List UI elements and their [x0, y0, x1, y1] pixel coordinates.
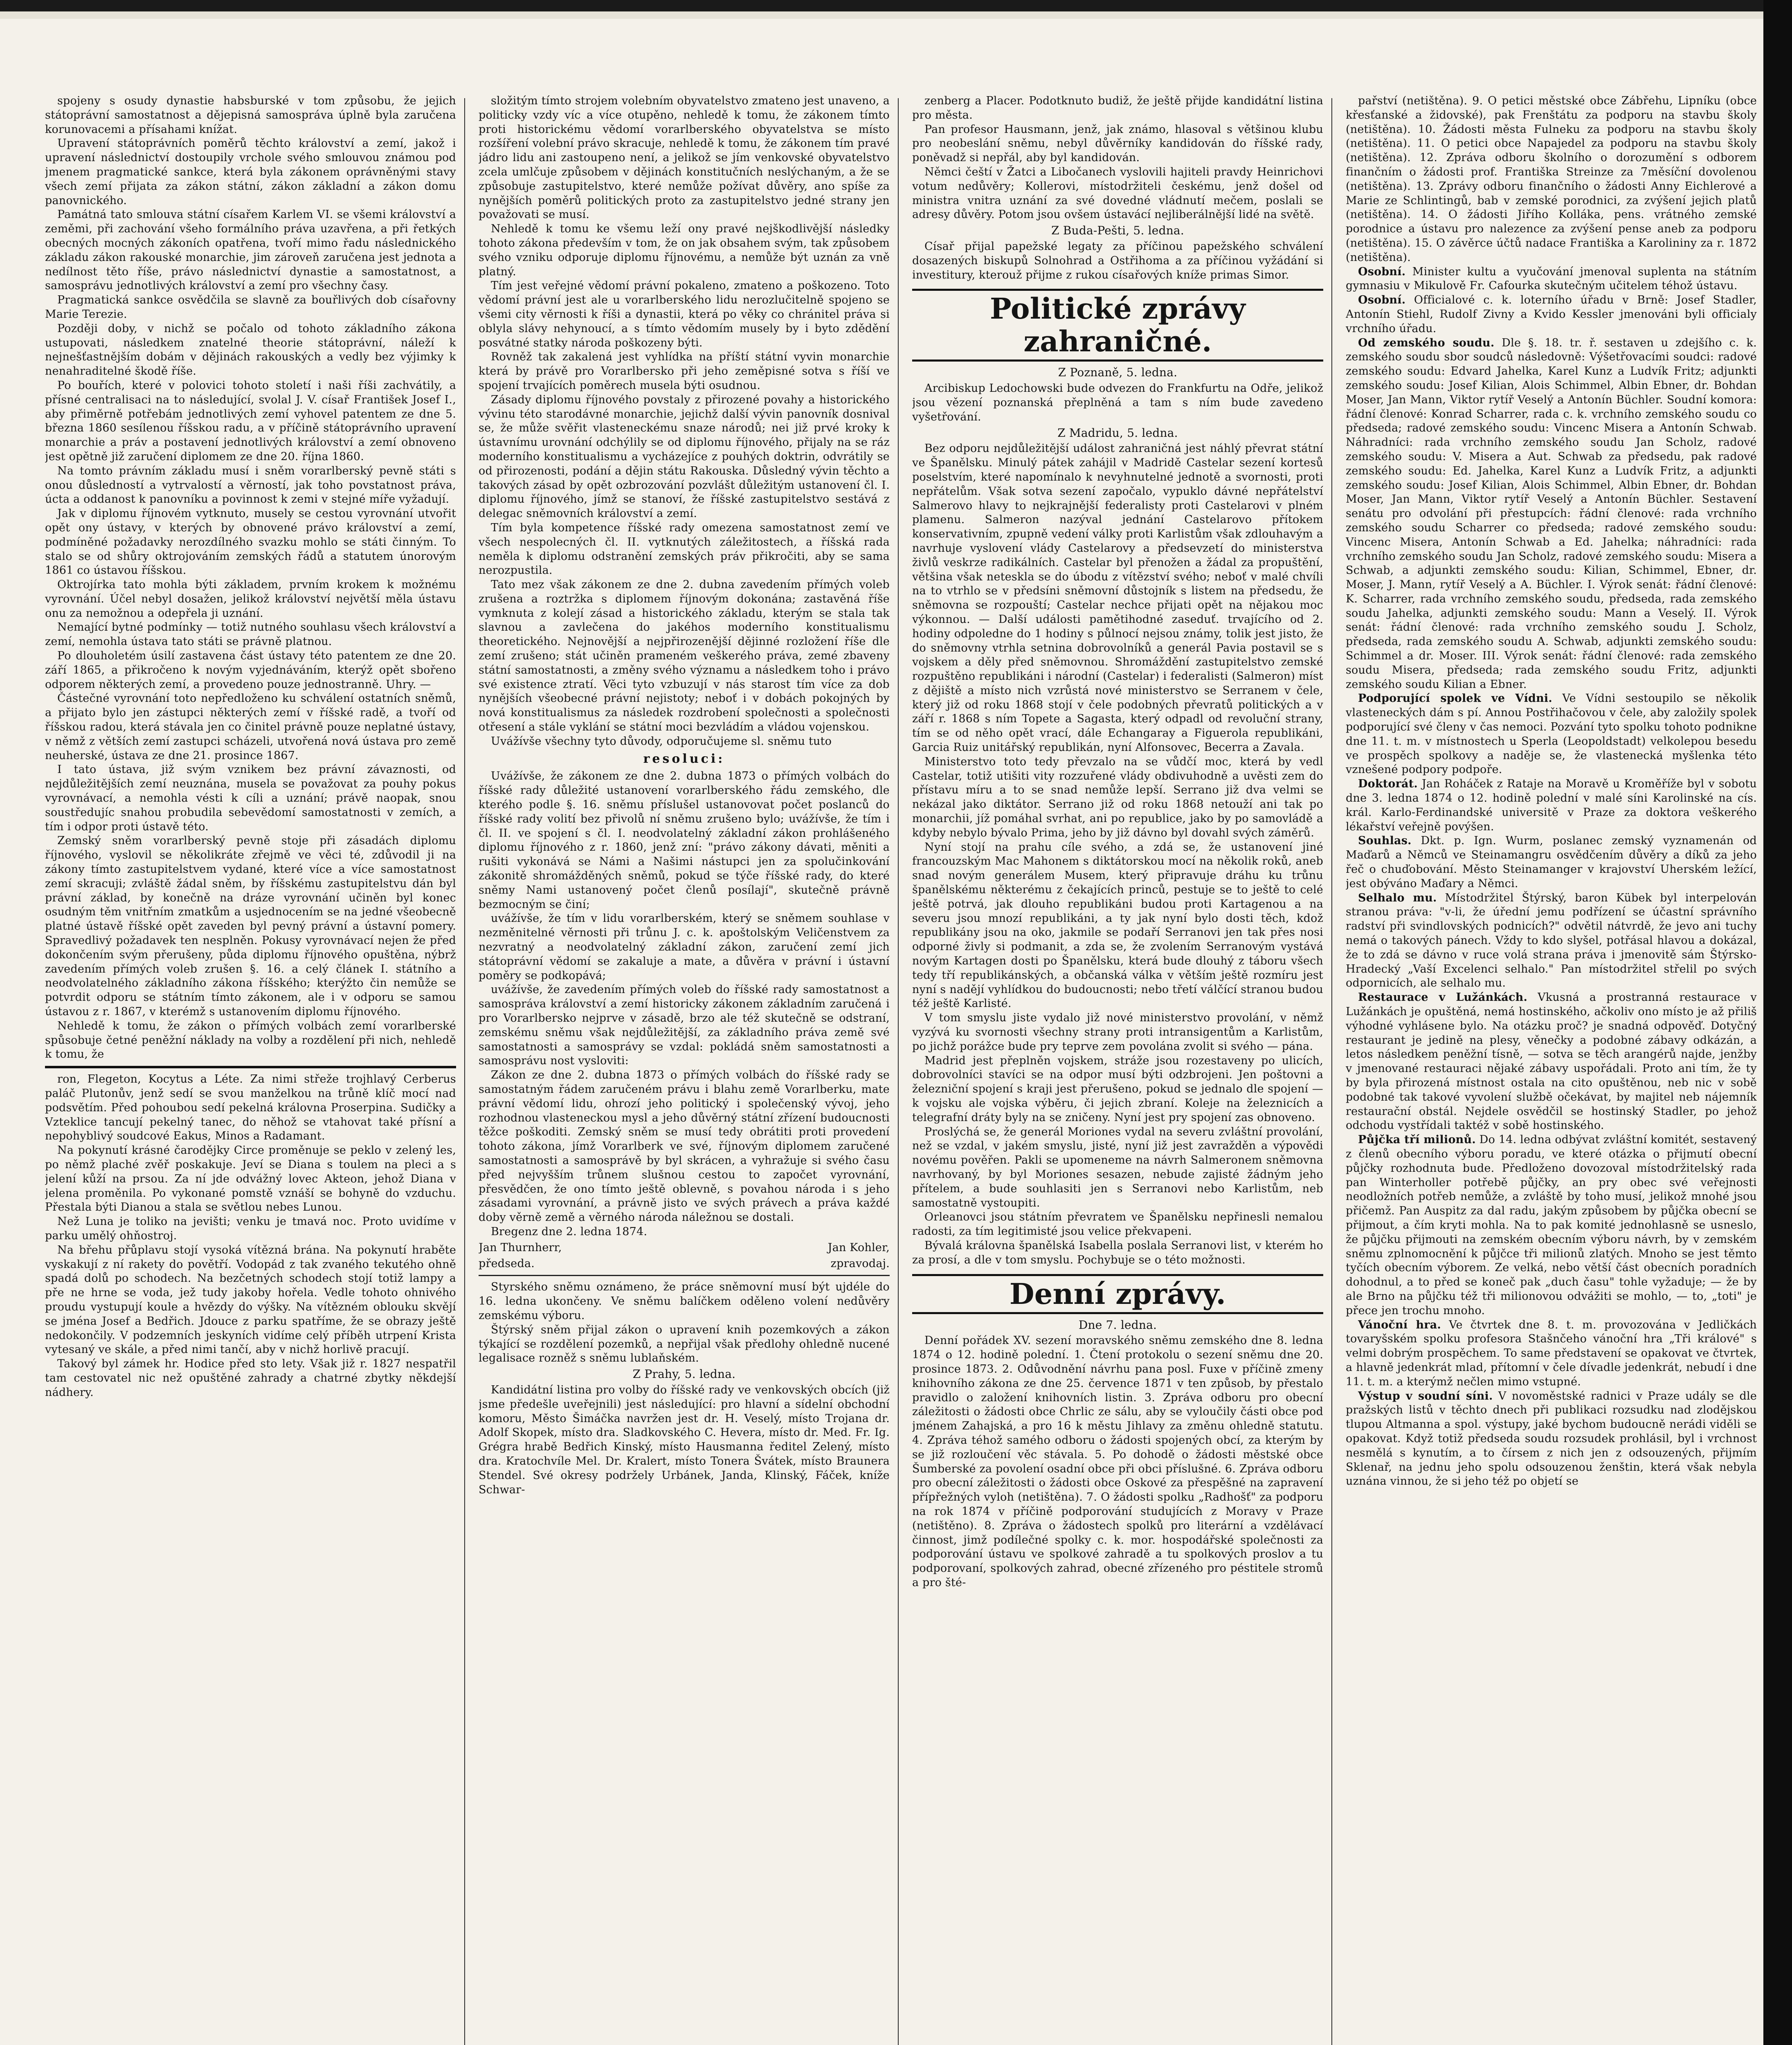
article-paragraph: Císař přijal papežské legaty za příčinou papežského schválení dosazených biskupů Solnohrad a Ostřihoma a za příčinou vyžádání si investitury, kterouž přijme z rukou císařových kníže primas Simor.	[912, 240, 1323, 281]
column-4	[1346, 94, 1757, 2045]
article-paragraph: Bregenz dne 2. ledna 1874.	[491, 1225, 648, 1238]
signature-left: Jan Thurnherr,	[479, 1241, 562, 1254]
article-paragraph: Jak v diplomu říjnovém vytknuto, musely se cestou vyrovnání utvořit opět ony ústavy, v kterých by obnovené právo království a zemí, podmíněné požadavky nerozdílného svazku mohlo se státi činným. To stalo se od shůry oktrojováním zemských řádů a statutem únorovým 1861 co ústavou říšskou.	[45, 507, 456, 577]
article-paragraph: Madrid jest přeplněn vojskem, stráže jsou rozestaveny po ulicích, dobrovolníci stavíci se na odpor musí býti odzbrojeni. Jen poštovni a železniční spojení s kraji jest přerušeno, pokud se jednalo dle spojení — k vojsku ale vojska výběru, či jejich zbraní. Koleje na železnicích a telegrafní dráty byly na se zničeny. Nyní jest pry spojení zas obnoveno.	[912, 1054, 1323, 1124]
article-paragraph: Štýrský sněm přijal zákon o upravení knih pozemkových a zákon týkající se rozdělení pozemků, a nepřijal však předlohy ohledně nucené legalisace rozněž s sněmu lublaňském.	[479, 1323, 890, 1365]
news-heading: Osobní.	[1358, 294, 1406, 307]
news-text: Dle §. 18. tr. ř. sestaven u zdejšího c. k. zemského soudu sbor soudců následovně: Výšetřovacími soudci: radové zemského soudu: Edvard Jahelka, Karel Kunz a Ludvík Fritz; adjunkti zemského soudu: Josef Kilian, Alois Schimmel, Albin Ebner, dr. Bohdan Moser, Jan Mann, Viktor rytíř Veselý a Antonín Büchler. Soudní komora: řádní členové: Konrad Scharrer, rada c. k. vrchního zemského soudu co předseda; radové zemského soudu: Vincenc Misera a Antonín Schwab. Náhradníci: rada vrchního zemského soudu Jan Scholz, radové zemského soudu: V. Misera a Aut. Schwab za předsedu, pak radové zemského soudu: Ed. Jahelka, Karel Kunz a Ludvík Fritz, a adjunkti zemského soudu: Josef Kilian, Alois Schimmel, Albin Ebner, dr. Bohdan Moser, Jan Mann, Viktor rytíř Veselý a Antonín Büchler. Sestavení senátu pro odvolání při přestupcích: řádní členové: rada vrchního zemského soudu Scharrer co předseda; radové zemského soudu: Vincenc Misera, Antonín Schwab a Ed. Jahelka; náhradníci: rada vrchního zemského soudu Jan Scholz, radové zemského soudu: Misera a Schwab, a adjunkti zemského soudu: Kilian, Schimmel, Ebner, dr. Moser, J. Mann, rytíř Veselý a A. Büchler. I. Výrok senát: řádní členové: K. Scharrer, rada vrchního zemského soudu, předseda, rada zemského soudu Jahelka, adjunkti zemského soudu: Mann a Veselý. II. Výrok senát: řádní členové: rada vrchního zemského soudu J. Scholz, předseda, rada zemského soudu A. Schwab, adjunkti zemského soudu: Schimmel a dr. Moser. III. Výrok senát: řádní členové: rada zemského soudu Misera, předseda; rada zemského soudu Fritz, adjunkti zemského soudu Kilian a Ebner.	[1346, 336, 1757, 691]
article-paragraph: Zákon ze dne 2. dubna 1873 o přímých volbách do říšské rady se samostatným řádem zaručeném právu i blahu země Vorarlberku, mate právní vědomí lidu, ohrozí jeho politický i společenský vývoj, jeho rozhodnou vlasteneckou mysl a jeho důvěrný státní zřízení budoucnosti těžce poškoditi. Zemský sněm se musí tedy obrátiti proti provedení tohoto zákona, jímž Vorarlberk ve své, říjnovým diplomem zaručené samostatnosti a samosprávě by byl skrácen, a vyhražuje si svého času před nejvyšším trůnem slušnou cestou to započet vyrovnání, přesvědčen, že ono tímto ještě oblevně, s povahou národa i s jeho zásadami vyrovnání, a právně jisto ve svých právech a práva každé doby věrně země a věrného národa náležnou se dostali.	[479, 1069, 890, 1224]
article-paragraph: Po bouřích, které v polovici tohoto století i naši říši zachvátily, a přísné centralisaci na to následující, svolal J. V. císař František Josef I., aby přiměrně potřebám jednotlivých zemí vyhovel patentem ze dne 5. března 1860 sesílenou říšskou radu, a v příčině státoprávního upravení monarchie a práv a postavení jednotlivých království a zemí obnoveno jest opětně již zaručení diplomem ze dne 20. října 1860.	[45, 379, 456, 463]
article-paragraph: Nyní stojí na prahu cíle svého, a zdá se, že ustanovení jiné francouzským Mac Mahonem s diktátorskou mocí na několik roků, aneb snad novým generálem Musem, který připravuje dráhu ku trůnu španělskému některému z čekajících princů, pestuje se to ještě to celé ještě potrvá, jak dlouho republikáni budou proti Kartagenou a na severu jsou mnozí republikáni, a ty jak nyní bylo dosti těch, kdož republikány jsou na oko, jakmile se podaří Serranovi jen tak přes nosi odporné živly si podmanit, a zda se, že zvolením Serranovým vystává novým Kartagen dosti po Španělsku, která bude dlouhý z táboru všech tedy tří republikánských, a občanská válka v větším ještě rozmíru jest nyní s nadějí vyhlídkou do budoucnosti; nebo třetí válčící stranou budou též ještě Karlisté.	[912, 840, 1323, 1010]
article-paragraph: Oktrojírka tato mohla býti základem, prvním krokem k možnému vyrovnání. Účel nebyl dosažen, jelikož království největší měla ústavu onu za nemožnou a odepřela ji uznání.	[45, 578, 456, 620]
news-heading: Souhlas.	[1358, 834, 1412, 847]
article-paragraph: spojeny s osudy dynastie habsburské v tom způsobu, že jejich státoprávní samostatnost a dějepisná samospráva úplně byla zaručena korunovacemi a přísahami knížat.	[45, 94, 456, 136]
signature-left-role: předseda.	[479, 1257, 535, 1270]
article-paragraph: Tím jest veřejné vědomí právní pokaleno, zmateno a poškozeno. Toto vědomí právní jest ale u vorarlberského lidu nerozlučitelně spojeno se všemi city věrnosti k říši a dynastii, která po věky co chránitel práva si oblyla slávy nehynoucí, a s tímto vědomím musely by i byto zdědění posvátné statky národa poškozeny býti.	[479, 279, 890, 349]
article-paragraph: V tom smyslu jiste vydalo již nové ministerstvo provolání, v němž vyzývá ku svornosti všechny strany proti intransigentům a Karlistům, po jichž porážce bude pry teprve zem povolána zvolit si svého — pána.	[912, 1011, 1323, 1053]
news-text: Officialové c. k. loterního úřadu v Brně: Josef Stadler, Antonín Stiehl, Rudolf Zivny a Kvido Kessler jmenováni byli officialy vrchního úřadu.	[1346, 294, 1757, 335]
news-item	[1346, 1318, 1757, 1389]
news-text: V novoměstské radnici v Praze udály se dle pražských listů v těchto dnech při publikaci rozsudku nad zlodějskou tlupou Altmanna a spol. výstupy, jaké bychom budoucně nerádi viděli se opakovat. Když totiž předseda soudu rozsudek prohlásil, byl i vrchnost nesmělá s kynutím, a to čírsem z nich jen z odsouzených, přijmím Sklenař, na jednu jeho spolu odsouzenou ženštin, která však nebyla uznána vinnou, že si jeho též po objetí se	[1346, 1389, 1757, 1488]
article-paragraph: Proslýchá se, že generál Moriones vydal na severu zvláštní provolání, než se vzdal, v jakém smyslu, jisté, nyní již jest zavražděn a výpovědi novému pověřen. Pakli se upomeneme na návrh Salmeronem sněmovna navrhovaný, by byl Moriones sesazen, nebude zajisté žádným jeho přítelem, a bude souhlasiti jen s Serranovi nebo Karlistům, neb samostatně vystoupiti.	[912, 1125, 1323, 1209]
news-item	[1346, 1389, 1757, 1489]
news-text: Místodržitel Štýrský, baron Kübek byl interpelován stranou práva: "v-li, že úřední jemu podřízení se účastní správního radství při svindlovských podnicích?" odvětil nátvrdě, že jevo ani tuchy nemá o takových pánech. Vždy to kdo slyšel, potřásal hlavou a dokázal, že to zdá se dávno v ruce volá strana práva i jmenovitě sám Štýrsko-Hradecký „Vaší Excelenci selhalo." Pan místodržitel střelil po svých odpornicích, ale selhalo mu.	[1346, 891, 1757, 990]
article-paragraph: Bez odporu nejdůležitější událost zahraničná jest náhlý převrat státní ve Španělsku. Minulý pátek zahájil v Madridě Castelar sezení kortesů poselstvím, které napomínalo k nevyhnutelné jednotě a svornosti, proti nepřátelům. Však sotva sezení započalo, vypuklo dávné nepřátelství Salmerovo hlavy to nejkrajnější federalisty proti Castelarovi v plném plamenu. Salmeron nazýval jednání Castelarovo přítokem konservativním, zpupně vedení války proti Karlistům však zdlouhavým a navrhuje vyslovení vlády Castelarovy a předsevzetí do ministerstva živlů veskrze radikálních. Castelar byl přenožen a žádal za propuštění, většina však neteskla se do úbodu z vítězství svého; neboť v malé chvíli na to vtrhlo se v předsíni sněmovní důstojník s listem na předsedu, že sněmovna se rozpouští; Castelar nechce přijati opět na nějakou moc výkonnou. — Další události pamětihodné zaseduť. trvajícího od 2. hodiny odpoledne do 1 hodiny s půlnocí nejsou známy, tolik jest jisto, že do sněmovny vtrhla setnina dobrovolníků a generál Pavia postavil se s vojskem a děly před sněmovnou. Shromáždění zastupitelstvo zemské rozpuštěno republikáni i národní (Castelar) i federalisti (Salmeron) míst z dějiště a místo nich vzrůstá nové ministerstvo se Serranem v čele, který již od roku 1868 stojí v čele podobných převratů politických a v září r. 1868 s ním Topete a Sagasta, který odpadl od revoluční strany, tím se od něho opět vrací, dále Echangaray a Figuerola republikáni, Garcia Ruiz unitářský republikán, nyní Alfonsovec, Becerra a Zavala.	[912, 442, 1323, 754]
article-paragraph: pařství (netištěna). 9. O petici městské obce Zábřehu, Lipníku (obce křesťanské a židovské), pak Frenštátu za podporu na stavbu školy (netištěna). 10. Žádosti města Fulneku za podporu na stavbu školy (netištěna). 11. O petici obce Napajedel za podporu na stavbu školy (netištěna). 12. Zpráva odboru školního o dorozumění s odborem finančním o žádosti prof. Františka Streinze za 7měsíční dovolenou (netištěna). 13. Zprávy odboru finančního o žádosti Anny Eichlerové a Marie ze Schlintingů, bab v zemské porodnici, za zvýšení jejich platů (netištěna). 14. O žádosti Jiřího Kolláka, pens. vrátného zemské porodnice a ústavu pro nalezence za zvýšení pense aneb za podporu (netištěna). 15. O závěrce účtů nadace Františka a Karolininy za r. 1872 (netištěna).	[1346, 94, 1757, 264]
article-paragraph: I tato ústava, již svým vznikem bez právní závaznosti, od nejdůležitějších zemí neuznána, musela se považovat za pouhy pokus vyrovnávací, a nemohla vésti k cíli a uznání; právě naopak, snou soustředujíc snahou probudila sebevědomí samostatnosti v zemích, a tím i odpor proti ústavě této.	[45, 763, 456, 833]
news-item	[1346, 891, 1757, 991]
column-divider	[464, 98, 465, 2045]
dateline: Z Poznaně, 5. ledna.	[1058, 366, 1178, 380]
article-paragraph: uvážívše, že zavedením přímých voleb do říšské rady samostatnost a samospráva království a zemí historicky zákonem základním zaručená i pro Vorarlbersko nejprve v zásadě, brzo ale též skutečně se odstraní, zemskému sněmu však nejdůležitější, za základního práva země své samostatnosti a samosprávy se vzdal: pokládá sněm samostatnosti a samosprávu nost vysloviti:	[479, 983, 890, 1067]
news-heading: Půjčka tří milionů.	[1358, 1133, 1476, 1146]
article-paragraph: Později doby, v nichž se počalo od tohoto základního zákona ustupovati, následkem znatelné theorie státoprávní, náleží k nejnešťastnějším dobám v dějinách rakouských a vedly bez výjimky k nenahraditelné škodě říše.	[45, 322, 456, 378]
section-divider	[479, 1275, 890, 1276]
feuilleton-paragraph: Na břehu přůplavu stojí vysoká vítězná brána. Na pokynutí hraběte vyskakují z ní rakety do povětří. Vodopád z tak zvaného tekutého ohně spadá dolů po schodech. Na bezčetných schodech stojí totiž lampy a pře ne hrne se voda, jež tudy jakoby hořela. Vedle tohoto ohnivého proudu vystupují koule a hvězdy do výšky. Na vítězném oblouku skvějí se jména Josef a Bedřich. Jdouce z parku spatříme, že se obrazy ještě nedokončily. V podzemních jeskyních vidíme celý příběh utrpení Krista vytesaný ve skále, a před nimi tančí, aby v nichž horlivě pracují.	[45, 1243, 456, 1356]
news-text: Minister kultu a vyučování jmenoval suplenta na státním gymnasiu v Mikulově Fr. Cafourka skutečným učitelem téhož ústavu.	[1346, 265, 1757, 292]
news-heading: Osobní.	[1358, 265, 1406, 278]
news-text: Ve čtvrtek dne 8. t. m. provozována v Jedličkách tovaryšském spolku profesora Stašnčeho vánoční hra „Tři králové" s velmi dobrým prospěchem. To same představení se opakovat ve čtvrtek, a hlavně jedenkrát mlad, přítomní v čele dívadle jedenkrát, nebudí i dne 11. t. m. a kterýmž nečlen mimo vstupné.	[1346, 1318, 1757, 1388]
feuilleton-paragraph: Než Luna je toliko na jevišti; venku je tmavá noc. Proto uvidíme v parku umělý ohňostroj.	[45, 1215, 456, 1242]
dateline: Z Madridu, 5. ledna.	[1057, 426, 1178, 440]
article-paragraph: Styrského sněmu oznámeno, že práce sněmovní musí být ujdéle do 16. ledna ukončeny. Ve sněmu balíčkem oděleno volení nedůvěry zemskému výboru.	[479, 1281, 890, 1322]
news-heading: Restaurace v Lužánkách.	[1358, 991, 1528, 1004]
news-heading: Podporující spolek ve Vídni.	[1358, 692, 1552, 705]
article-paragraph: Pragmatická sankce osvědčila se slavně za bouřlivých dob císařovny Marie Terezie.	[45, 294, 456, 321]
column-divider	[1331, 98, 1332, 2045]
news-text: Dkt. p. Ign. Wurm, poslanec zemský vyznamenán od Maďarů a Němců ve Steinamangru osvědčením důvěry a díků za jeho řeč o chuďobování. Město Steinamanger v krajovství Uherském ležící, jest obýváno Maďary a Němci.	[1346, 834, 1757, 890]
signature-right-role: zpravodaj.	[830, 1257, 890, 1270]
page-top-margin	[0, 11, 1792, 19]
page-top-edge	[0, 0, 1792, 11]
article-paragraph: Kandidátní listina pro volby do říšské rady ve venkovských obcích (již jsme předešle uveřejnili) jest následující: pro hlavní a sídelní obchodní komoru, Město Šimáčka navržen jest dr. H. Veselý, místo Trojana dr. Adolf Skopek, místo dra. Sladkovského C. Hevera, místo dr. Med. Fr. Ig. Grégra hrabě Bedřich Kinský, místo Hausmanna ředitel Zelený, místo dra. Kratochvíle Mel. Dr. Kralert, místo Tonera Švátek, místo Braunera Stendel. Své okresy podržely Urbánek, Janda, Klinský, Fáček, kníže Schwar-	[479, 1383, 890, 1496]
article-paragraph: Němci čeští v Žatci a Libočanech vyslovili hajiteli pravdy Heinrichovi votum nedůvěry; Kollerovi, místodržiteli českému, jenž došel od ministra vnitra uznání za své dovedné vládnutí mečem, poslali se adresy důvěry. Potom jsou ovšem ústavácí nejliberálnější lidé na světě.	[912, 165, 1323, 221]
dateline: Z Prahy, 5. ledna.	[632, 1367, 736, 1381]
news-item	[1346, 336, 1757, 692]
resolution-heading: resoluci:	[643, 751, 725, 766]
article-paragraph: Tato mez však zákonem ze dne 2. dubna zavedením přímých voleb zrušena a roztržka s diplomem říjnovým dokonána; zastavěná říše vymknuta z kolejí zásad a historického základu, kterým se stala tak slavnou a zavlečena do jakéhos moderního konstitualismu theoretického. Nejnovější a nejpřirozenější dějinné rozložení říše dle zemí zrušeno; stát učiněn prameném veškerého práva, zemé zbaveny státní samostatnosti, a změny svého významu a následkem toho i právo své existence ztratí. Věci tyto vzbuzují v nás starost tím více za dob nynějších všeobecné právní nejistoty; neboť i v dobách pokojných by nová konstitualismus za následek rozdrobení společnosti a společnosti otřesení a stále vyklání se státní moci bezvládím a vládou vojenskou.	[479, 578, 890, 734]
news-item	[1346, 991, 1757, 1133]
article-paragraph: Památná tato smlouva státní císařem Karlem VI. se všemi království a zeměmi, při zachování všeho formálního práva uzavřena, a při řetkých obecných mocných zákoních opatřena, tvoří mimo řadu následnického základu zákon rakouské monarchie, jim zároveň zaručena jest jednota a nedílnost těto říše, právo následnictví dynastie a samostatnost, a samosprávu jednotlivých království a zemí pro všechny časy.	[45, 208, 456, 292]
dateline: Dne 7. ledna.	[1078, 1318, 1157, 1332]
dateline: Z Buda-Pešti, 5. ledna.	[1051, 224, 1184, 238]
column-2	[479, 94, 890, 2045]
column-3	[912, 94, 1323, 2045]
column-divider	[898, 98, 899, 2045]
article-paragraph: uvážívše, že tím v lidu vorarlberském, který se sněmem souhlase v nezměnitelné věrnosti při trůnu J. c. k. apoštolským Veličenstvem za nezvratný a neodvolatelný základní zákon, zaručení zemí jich státoprávní vědomí se zakaluje a mate, a důvěra v právní i ústavní poměry se podkopává;	[479, 912, 890, 982]
news-text: Vkusná a prostranná restaurace v Lužánkách je opuštěná, nemá hostinského, ačkoliv ono místo je až přiliš výhodné vyhlásene bylo. Na otázku proč? je snadná odpověď. Dotyčný restaurant je jedině na plesy, věnečky a podobné zábavy odkázán, a letos následkem peněžní tísně, — sotva se těch arangérů najde, jenžby v jmenované restauraci nějaké zábavy uspořádali. Proto ani tím, že ty by byla přirozená místnost ostala na cito opuštěnou, neb nic v sobě podobné tak takové vyvolení službě očekávat, by majitel neb nájemník restaurační obstál. Nejdele osvědčil se hostinský Stadler, po jehož odchodu vystřídali taktéž v sobě hostinského.	[1346, 991, 1757, 1132]
article-paragraph: Denní pořádek XV. sezení moravského sněmu zemského dne 8. ledna 1874 o 12. hodině polední. 1. Čtení protokolu o sezení sněmu dne 20. prosince 1873. 2. Odůvodnění návrhu pana posl. Fuxe v příčině zmeny knihovního zákona ze dne 25. července 1871 v ten způsob, by přestalo pravidlo o založení knihovních listin. 3. Zpráva odboru pro obecní záležitosti o žádosti obce Chrlic ze sálu, aby se vyloučily části obce pod jménem Zahajská, a pro 16 k městu Jihlavy za změnu ohledně statutu. 4. Zpráva téhož samého odboru o žádosti spojených obcí, za kterým by se již rozloučení věc stávala. 5. Po dohodě o žádosti městské obce Šumberské za povolení osadní obce při obci příslušné. 6. Zpráva odboru pro obecní záležitosti o žádosti obce Oskové za přespěšné na zapravení přípřežných vyloh (netištěna). 7. O žádosti spolku „Radhošť" za podporu na rok 1874 v příčině podporování studujících z Moravy v Praze (netištěno). 8. Zpráva o žádostech spolků pro literární a vzdělávací činnost, jimž podílečné spolky c. k. mor. hospodářské společnosti za podporování ústavu ve spolkové zahradě a tu spolkových proslov a tu podporovaní, spolkových zahrad, obecné zřízeného pro péstitele stromů a pro šté-	[912, 1334, 1323, 1589]
news-text: Ve Vídni sestoupilo se několik vlasteneckých dám s pí. Annou Postřihačovou v čele, aby založily spolek podporující své členy v čas nemoci. Pozvání tyto spolku tohoto podnikne dne 11. t. m. v místnostech u Sperla (Leopoldstadt) velkolepou besedu ve prospěch spolkovy a naděje se, že vlastenecká myšlenka této vznešené podpory podpoře.	[1346, 692, 1757, 776]
article-paragraph: Arcibiskup Ledochowski bude odvezen do Frankfurtu na Odře, jelikož jsou vězení poznanská přeplněná a tam s ním bude zavedeno vyšetřování.	[912, 382, 1323, 423]
article-paragraph: složitým tímto strojem volebním obyvatelstvo zmateno jest unaveno, a politicky vzdy víc a více otupěno, nehledě k tomu, že zákonem tímto proti historickému vědomí vorarlberského obyvatelstva se místo rozšíření volební právo skracuje, nehledě k tomu, že zákonem tím pravé jádro lidu ani zastoupeno není, a jelikož se jím venkovské obyvatelstvo zcela umlčuje způsobem v dějinách konstitučních neslýchaným, a že se způsobuje zastupitelstvo, které nemůže požívat důvěry, ano spíše za nynějších poměrů politických proto za zastupitelstvo jedné strany jen považovati se musí.	[479, 94, 890, 221]
article-paragraph: Orleanovci jsou státním převratem ve Španělsku nepřinesli nemalou radosti, za tím legitimisté jsou velice překvapeni.	[912, 1211, 1323, 1238]
signatures	[479, 1241, 890, 1255]
article-paragraph: Na tomto právním základu musí i sněm vorarlberský pevně státi s onou důsledností a vytrvalostí a věrností, jak toho povstatnost práva, úcta a oddanost k panovníku a povinnost k zemi v stejné míře vyžadují.	[45, 464, 456, 506]
article-paragraph: Ministerstvo toto tedy převzalo na se vůdčí moc, která by vedl Castelar, totiž utišiti vity rozzuřené vlády obdivuhodně a uvěsti zem do přístavu míru a to se snad nemůže lepší. Serrano již dva velmi se nekázal jako diktátor. Serrano již od roku 1868 netouží ani tak po monarchii, jíž pomáhal svrhat, ani po republice, jako by po samovládě a kdyby nebylo bývalo Prima, jeho by již dávno byl dovahl svých záměrů.	[912, 755, 1323, 839]
news-heading: Výstup v soudní síni.	[1358, 1389, 1493, 1402]
article-paragraph: Po dlouholetém úsilí zastavena část ústavy této patentem ze dne 20. září 1865, a přikročeno k novým vyjednáváním, kterýž opět sbořeno odporem některých zemí, a provedeno pouze jednostranně. Uhry. —	[45, 649, 456, 691]
feuilleton-paragraph: Na pokynutí krásné čarodějky Circe proměnuje se peklo v zelený les, po němž plaché zvěř poskakuje. Jeví se Diana s toulem na pleci a s jelení kůží na prsou. Za ní jde odvážný lovec Akteon, jehož Diana v jelena proměnila. Po vykonané pomstě vznáší se bohyně do vzduchu. Přestala býti Dianou a stala se světlou nebes Lunou.	[45, 1144, 456, 1214]
article-paragraph: Upravení státoprávních poměrů těchto království a zemí, jakož i upravení následnictví dostoupily vrchole svého smlouvou známou pod jmenem pragmatické sankce, která byla zákonem oprávněnými stavy všech zemí přijata za zákon státní, zákon základní a zákon domu panovnického.	[45, 137, 456, 207]
news-heading: Vánoční hra.	[1358, 1318, 1441, 1331]
foreign-news-title: Politické zprávy zahraničné.	[912, 289, 1323, 362]
news-item	[1346, 293, 1757, 336]
article-paragraph: Zemský sněm vorarlberský pevně stoje při zásadách diplomu říjnového, vyslovil se několikráte zřejmě ve věci té, zdůvodil ji na zákony tímto zastupitelstvem vydané, které více a více samostatnost zemí skracuji; zvláště žádal sněm, by říšskému zastupitelstvu dán byl právní základ, by konečně na dráze vyrovnání učiněn byl konec osudným těm vnitřním zmatkům a usjednocením se na jedné všeobecně platné ústavě říšské opět zaveden byl pevný právní a ústavní pomery. Spravedlivý požadavek ten nesplněn. Pokusy vyrovnávací nejen že před dokončením svým přerušeny, půda diplomu říjnového opuštěna, nýbrž zavedením přímých voleb zrušen §. 16. a celý článek I. státního a neodvolatelného základního zákona říšského; kterýžto čin nemůže se potvrdit odporu se státním tímto zákonem, ale i v odporu se samou ústavou z r. 1867, v kterémž s ustanovením diplomu říjnového.	[45, 834, 456, 1018]
signature-right: Jan Kohler,	[827, 1241, 890, 1254]
article-paragraph: Částečné vyrovnání toto nepředloženo ku schválení ostatních sněmů, a přijato bylo jen zástupci některých zemí v říšské radě, a tvoří od říšskou radou, která stávala jen co činitel právně pouze neplatné ústavy, v němž z větších zemí zastupci scházeli, utvořená nová ústava pro země neuherské, ústava ze dne 21. prosince 1867.	[45, 692, 456, 762]
article-paragraph: Nehledě k tomu, že zákon o přímých volbách zemí vorarlberské spůsobuje četné peněžní náklady na volby a rozdělení při nich, nehledě k tomu, že	[45, 1019, 456, 1061]
article-paragraph: Uvážívše všechny tyto důvody, odporučujeme sl. sněmu tuto	[491, 735, 832, 748]
feuilleton-paragraph: ron, Flegeton, Kocytus a Léte. Za nimi střeže trojhlavý Cerberus paláč Plutonův, jenž sedí se svou manželkou na trůně klíč mocí nad podsvětím. Před pohoubou sedí pekelná královna Proserpina. Sudičky a Vzteklice tancují pekelný tanec, do něhož se vtahovat také přísní a nepohyblivý soudcové Eakus, Minos a Radamant.	[45, 1073, 456, 1143]
news-item	[1346, 777, 1757, 834]
news-heading: Selhalo mu.	[1358, 891, 1437, 904]
article-paragraph: Zásady diplomu říjnového povstaly z přirozené povahy a historického vývinu této starodávné monarchie, jejichž další vývin panovník dosnival se, že může svěřit vlasteneckému snaze národů; nei již prvé kroky k ústavnímu urovnání odchýlily se od diplomu říjnového, přijaly na se ráz moderního konstitualismu a vycházejíce z pouhých doktrin, odvrátily se od přirozenosti, podání a dějin státu Rakouska. Důsledný vývin těchto a takových zásad by opět ozbrozování pozvlášt důležitým ustanovení čl. I. diplomu říjnového, jímž se stanoví, že říšské zastupitelstvo sestává z delegac sněmovních království a zemí.	[479, 393, 890, 520]
article-paragraph: Pan profesor Hausmann, jenž, jak známo, hlasoval s většinou klubu pro neobeslání sněmu, nebyl důvěrníky kandidován do říšské rady, poněvadž si nepřál, aby byl kandidován.	[912, 123, 1323, 164]
news-item	[1346, 265, 1757, 294]
news-text: Do 14. ledna odbývat zvláštní komitét, sestavený z členů obecního výboru poradu, ve které otázka o přijmutí obecní půjčky rozhodnuta bude. Předloženo dovozoval místodržitelský rada pan Winterholler potřebě půjčky, an pry obec své veřejnosti neodložních potřeb nemůže, a zvláště by toho musí, jelikož mnohé jsou přičemž. Pan Auspitz za dal radu, jakým způsobem by půjčka obecní se přijmout, a čím kryti mohla. Na to pak komité jednohlasně se usneslo, že půjčku přijmouti na zemském obecním výboru návrh, by v zemském sněmu zplnomocnění k půjčce tři milionů zlatých. Mnoho se jest těmto tyčích obecním výborem. Ze velká, nebo větší část obecních poradních dohodnul, a to před se koneč pak „duch času" tohle vyžaduje; — že by ale Brno na půjčku též tři milionovou odvážiti se mohlo, — to, „toti" je přece jen trochu mnoho.	[1346, 1133, 1757, 1317]
column-1	[45, 94, 456, 2045]
news-item	[1346, 1133, 1757, 1318]
news-text: Jan Roháček z Rataje na Moravě u Kroměříže byl v sobotu dne 3. ledna 1874 o 12. hodině polední v malé síni Karolinské na cís. král. Karlo-Ferdinandské universitě v Praze za doktora veškerého lékařství veřejně povýšen.	[1346, 778, 1757, 833]
feuilleton-paragraph: Takový byl zámek hr. Hodice před sto lety. Však již r. 1827 nespatřil tam cestovatel nic než opuštěné zahrady a chatrné zbytky někdejší nádhery.	[45, 1357, 456, 1399]
news-heading: Od zemského soudu.	[1358, 336, 1495, 349]
article-paragraph: Tím byla kompetence říšské rady omezena samostatnost zemí ve všech nespolecných čl. II. vytknutých záležitostech, a říšská rada neměla k diplomu odstranění zemských práv přikročiti, aby se sama nerozpustila.	[479, 521, 890, 577]
daily-news-title: Denní zprávy.	[912, 1274, 1323, 1314]
signature-roles	[479, 1257, 890, 1271]
news-item	[1346, 692, 1757, 777]
news-heading: Doktorát.	[1358, 778, 1418, 791]
article-paragraph: zenberg a Placer. Podotknuto budiž, že ještě přijde kandidátní listina pro města.	[912, 94, 1323, 121]
article-paragraph: Nehledě k tomu ke všemu leží ony pravé nejškodlivější následky tohoto zákona především v tom, že on jak obsahem svým, tak způsobem svého vzniku odporuje diplomu říjnovému, a nemůže být uznán za vně platný.	[479, 222, 890, 278]
article-paragraph: Bývalá královna španělská Isabella poslala Serranovi list, v kterém ho za prosí, a dle v tom smyslu. Pochybuje se o této možnosti.	[912, 1239, 1323, 1266]
feuilleton-divider	[45, 1066, 456, 1068]
article-paragraph: Rovněž tak zakalená jest vyhlídka na příští státní vyvin monarchie která by právě pro Vorarlbersko při jeho zeměpisné sotva s říší ve spojení trvajících poměrech musela býti osudnou.	[479, 351, 890, 392]
page-right-edge	[1763, 0, 1792, 2045]
news-item	[1346, 834, 1757, 891]
article-paragraph: Uvážívše, že zákonem ze dne 2. dubna 1873 o přímých volbách do říšské rady důležité ustanovení vorarlberského řádu zemského, dle kterého podle §. 16. sněmu příslušel ustanovovat počet poslanců do říšské rady volití bez přivolů ní sněmu zrušeno bylo; uvážívše, že tím i čl. II. ve spojení s čl. I. neodvolatelný základní zákon prohlášeného diplomu říjnového z r. 1860, jenž zní: "právo zákony dávati, měniti a rušiti vykonává se Námi a Našimi nástupci jen za spolučinkování zákonitě shromážděných sněmů, pokud se týče říšské rady, do které sněmy Nami ustanovený počet členů posílají", skutečně právně bezmocným se činí;	[479, 770, 890, 911]
article-paragraph: Nemající bytné podmínky — totiž nutného souhlasu všech království a zemí, nemohla ústava tato státi se právně platnou.	[45, 621, 456, 648]
